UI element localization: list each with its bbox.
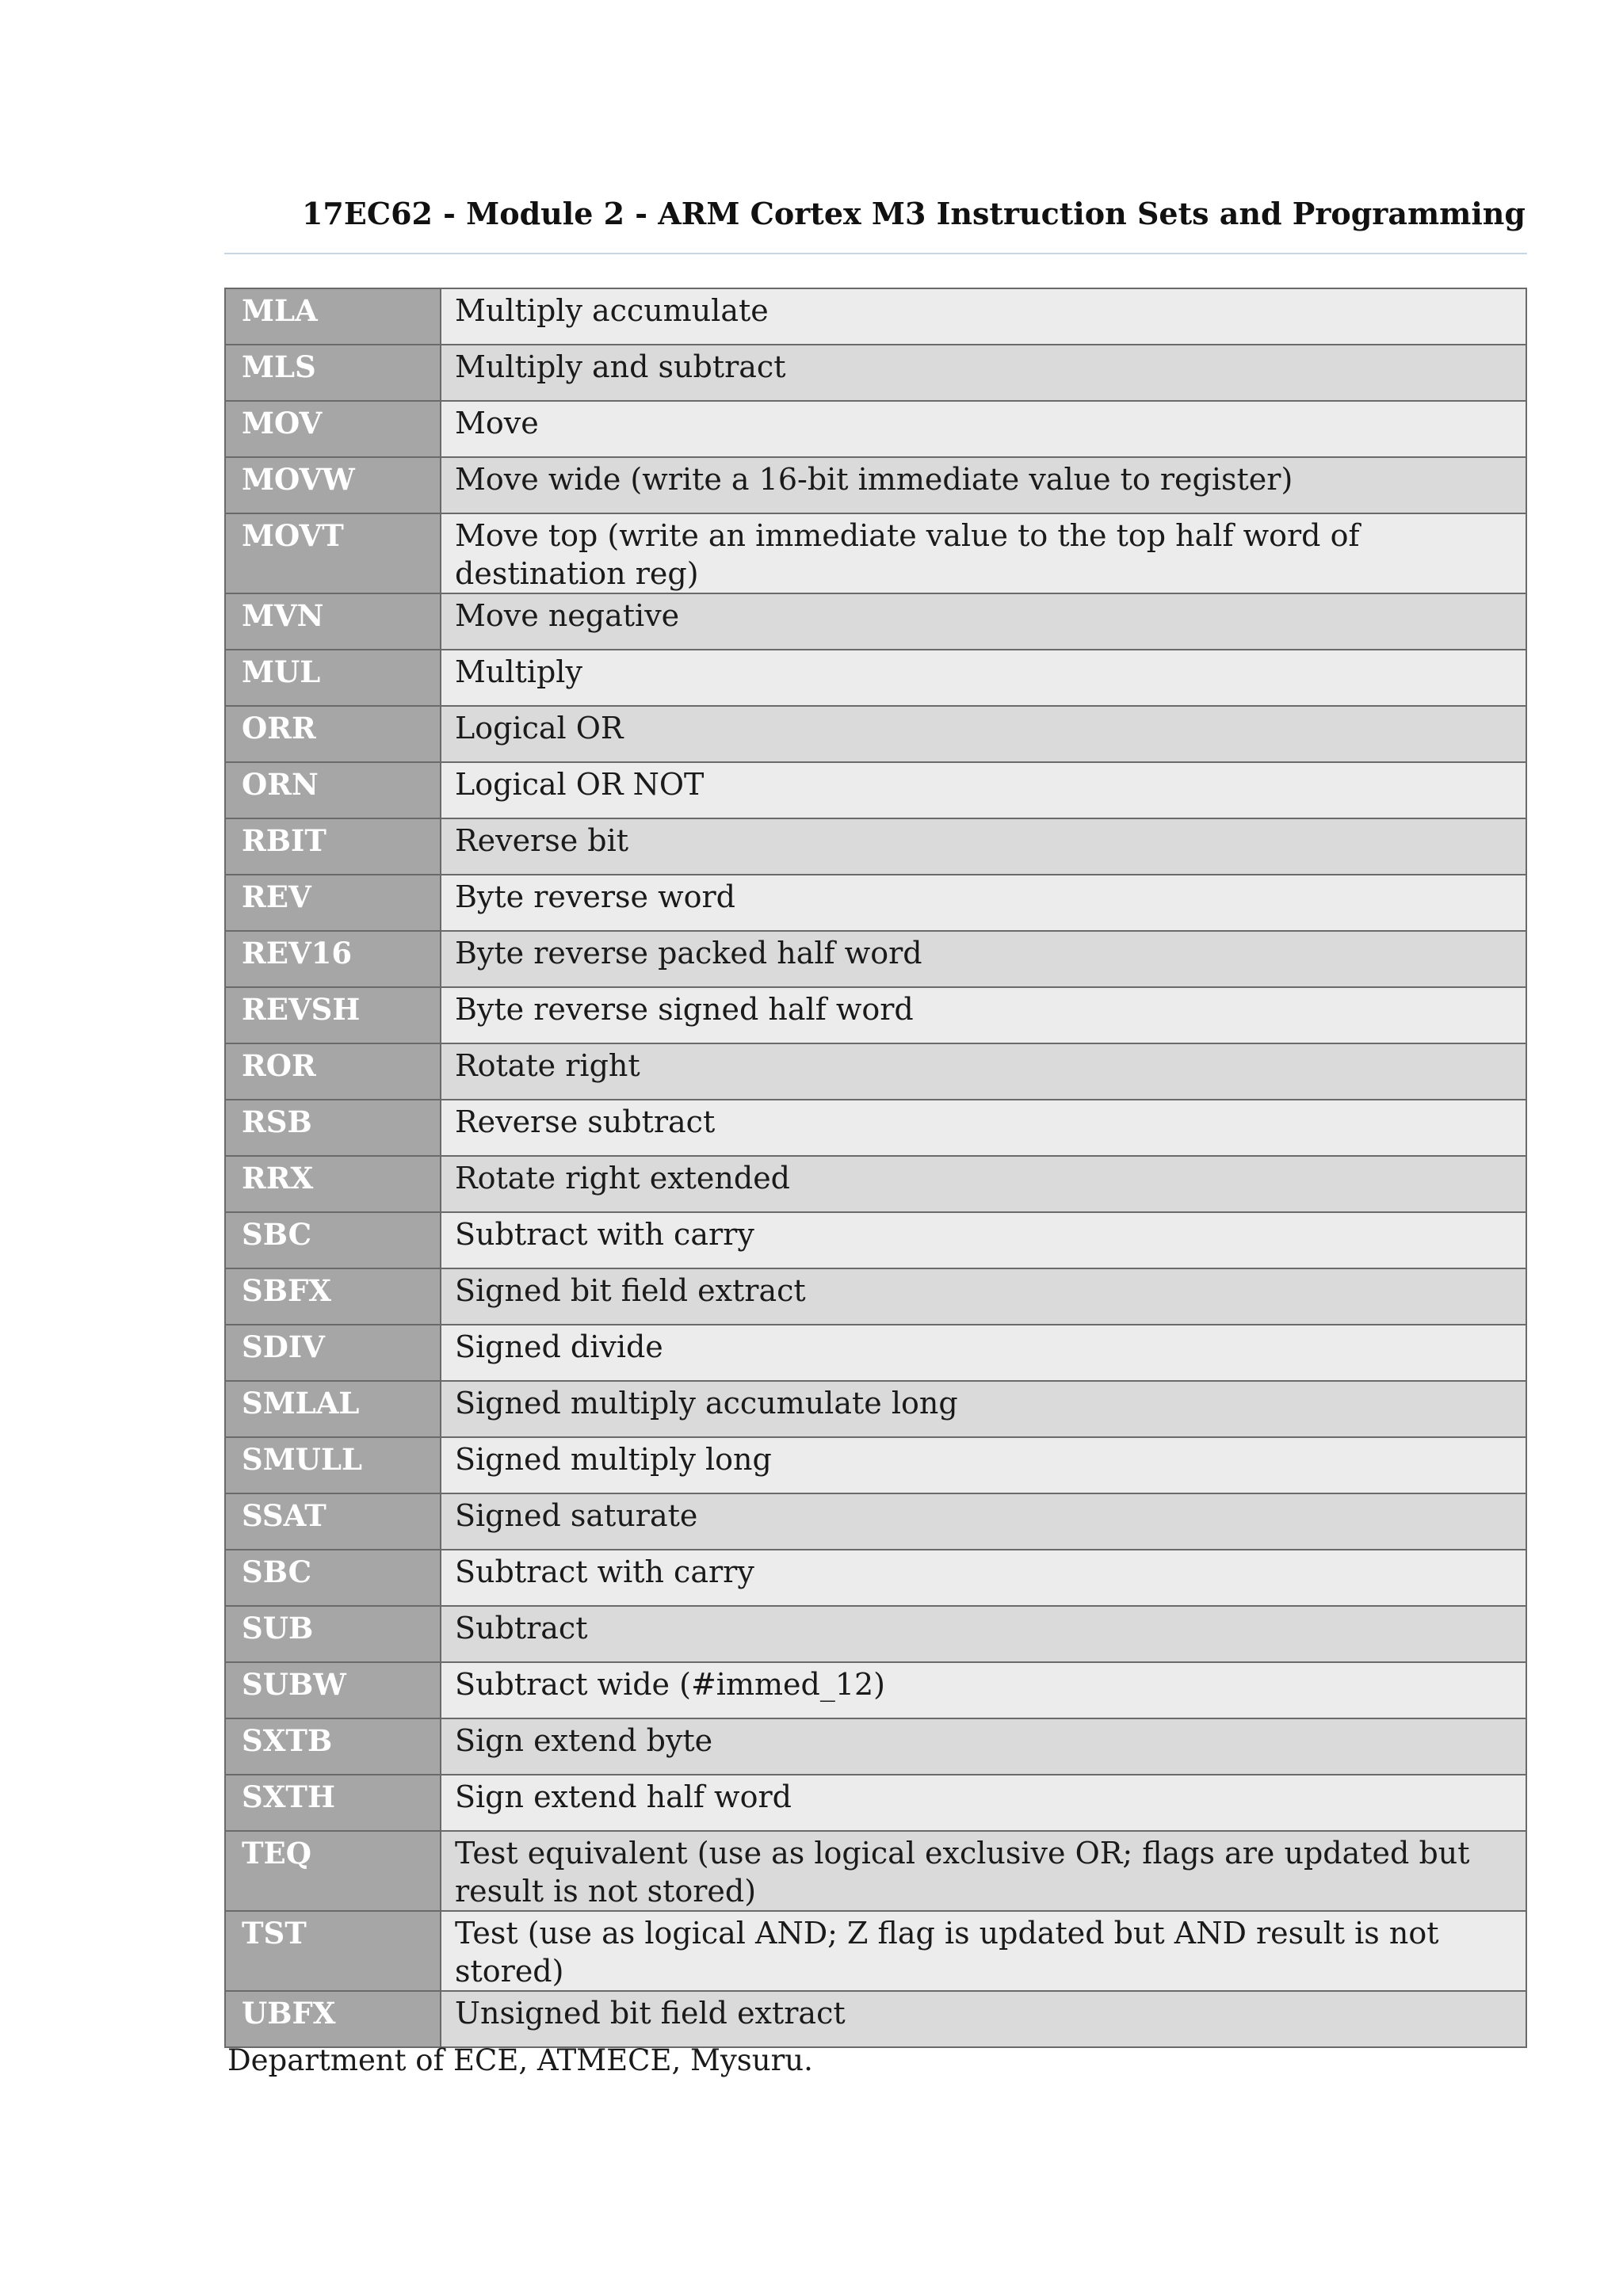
description-cell: Reverse bit <box>441 818 1526 875</box>
table-row <box>225 1991 1526 2047</box>
table-row <box>225 593 1526 650</box>
description-cell: Signed multiply accumulate long <box>441 1381 1526 1437</box>
table-row <box>225 987 1526 1043</box>
description-cell: Subtract wide (#immed_12) <box>441 1662 1526 1718</box>
mnemonic-cell: REV16 <box>225 931 441 987</box>
table-row <box>225 875 1526 931</box>
mnemonic-cell: SBC <box>225 1212 441 1268</box>
description-cell: Signed bit field extract <box>441 1268 1526 1325</box>
description-cell: Move wide (write a 16-bit immediate value to register) <box>441 457 1526 513</box>
mnemonic-cell: MLA <box>225 288 441 345</box>
table-row <box>225 1550 1526 1606</box>
description-cell: Sign extend byte <box>441 1718 1526 1775</box>
mnemonic-cell: ROR <box>225 1043 441 1100</box>
description-cell: Test equivalent (use as logical exclusive OR; flags are updated but result is not stored) <box>441 1831 1526 1911</box>
mnemonic-cell: RRX <box>225 1156 441 1212</box>
description-cell: Signed divide <box>441 1325 1526 1381</box>
description-cell: Subtract with carry <box>441 1212 1526 1268</box>
description-cell: Multiply accumulate <box>441 288 1526 345</box>
table-row <box>225 288 1526 345</box>
table-row <box>225 1775 1526 1831</box>
table-row <box>225 457 1526 513</box>
description-cell: Reverse subtract <box>441 1100 1526 1156</box>
description-cell: Unsigned bit field extract <box>441 1991 1526 2047</box>
description-cell: Rotate right extended <box>441 1156 1526 1212</box>
mnemonic-cell: TST <box>225 1911 441 1991</box>
description-cell: Multiply and subtract <box>441 345 1526 401</box>
table-row <box>225 1212 1526 1268</box>
mnemonic-cell: RSB <box>225 1100 441 1156</box>
mnemonic-cell: SUB <box>225 1606 441 1662</box>
mnemonic-cell: REVSH <box>225 987 441 1043</box>
table-row <box>225 513 1526 593</box>
description-cell: Byte reverse word <box>441 875 1526 931</box>
mnemonic-cell: SMULL <box>225 1437 441 1493</box>
table-row <box>225 650 1526 706</box>
description-cell: Byte reverse signed half word <box>441 987 1526 1043</box>
table-row <box>225 1718 1526 1775</box>
mnemonic-cell: MLS <box>225 345 441 401</box>
description-cell: Rotate right <box>441 1043 1526 1100</box>
table-row <box>225 706 1526 762</box>
table-row <box>225 345 1526 401</box>
mnemonic-cell: SBFX <box>225 1268 441 1325</box>
table-row <box>225 1437 1526 1493</box>
description-cell: Signed saturate <box>441 1493 1526 1550</box>
description-cell: Move top (write an immediate value to the top half word of destination reg) <box>441 513 1526 593</box>
description-cell: Sign extend half word <box>441 1775 1526 1831</box>
table-row <box>225 1325 1526 1381</box>
mnemonic-cell: MUL <box>225 650 441 706</box>
table-row <box>225 1268 1526 1325</box>
table-row <box>225 1662 1526 1718</box>
table-row <box>225 1606 1526 1662</box>
description-cell: Subtract with carry <box>441 1550 1526 1606</box>
description-cell: Subtract <box>441 1606 1526 1662</box>
mnemonic-cell: SMLAL <box>225 1381 441 1437</box>
instruction-table <box>224 288 1527 2048</box>
description-cell: Logical OR <box>441 706 1526 762</box>
description-cell: Move negative <box>441 593 1526 650</box>
mnemonic-cell: SXTH <box>225 1775 441 1831</box>
header-divider <box>224 253 1527 254</box>
mnemonic-cell: SDIV <box>225 1325 441 1381</box>
mnemonic-cell: SBC <box>225 1550 441 1606</box>
table-row <box>225 1156 1526 1212</box>
mnemonic-cell: SSAT <box>225 1493 441 1550</box>
table-row <box>225 1100 1526 1156</box>
mnemonic-cell: ORR <box>225 706 441 762</box>
table-row <box>225 1911 1526 1991</box>
table-row <box>225 1493 1526 1550</box>
description-cell: Logical OR NOT <box>441 762 1526 818</box>
table-row <box>225 762 1526 818</box>
mnemonic-cell: TEQ <box>225 1831 441 1911</box>
mnemonic-cell: UBFX <box>225 1991 441 2047</box>
mnemonic-cell: REV <box>225 875 441 931</box>
description-cell: Move <box>441 401 1526 457</box>
mnemonic-cell: MOVT <box>225 513 441 593</box>
mnemonic-cell: MVN <box>225 593 441 650</box>
description-cell: Signed multiply long <box>441 1437 1526 1493</box>
mnemonic-cell: SXTB <box>225 1718 441 1775</box>
description-cell: Multiply <box>441 650 1526 706</box>
description-cell: Test (use as logical AND; Z flag is updated but AND result is not stored) <box>441 1911 1526 1991</box>
table-row <box>225 1831 1526 1911</box>
table-row <box>225 401 1526 457</box>
mnemonic-cell: ORN <box>225 762 441 818</box>
table-row <box>225 931 1526 987</box>
table-row <box>225 818 1526 875</box>
table-row <box>225 1381 1526 1437</box>
mnemonic-cell: SUBW <box>225 1662 441 1718</box>
description-cell: Byte reverse packed half word <box>441 931 1526 987</box>
mnemonic-cell: MOV <box>225 401 441 457</box>
table-row <box>225 1043 1526 1100</box>
page-header-title: 17EC62 - Module 2 - ARM Cortex M3 Instruction Sets and Programming <box>301 196 1526 231</box>
page-footer-text: Department of ECE, ATMECE, Mysuru. <box>227 2043 813 2077</box>
mnemonic-cell: RBIT <box>225 818 441 875</box>
mnemonic-cell: MOVW <box>225 457 441 513</box>
